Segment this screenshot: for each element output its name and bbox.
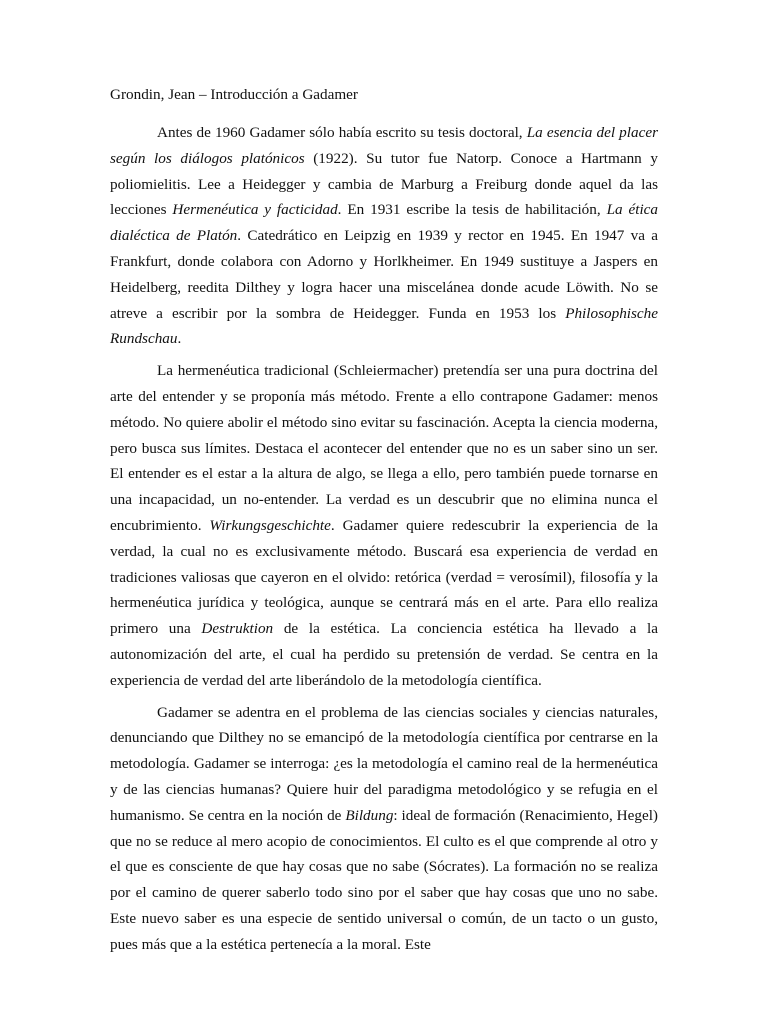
text-run: Gadamer se adentra en el problema de las ciencias sociales y ciencias naturales, denunciando que Dilthey no se emancipó de la metodología científica por centrarse en la metodología. Gadamer se interroga: ¿es la metodología el camino real de la hermenéutica y de las ciencias humanas? Quiere huir del paradigma metodológico y se refugia en el humanismo. Se centra en la noción de: [110, 703, 658, 824]
italic-text-run: Destruktion: [201, 620, 274, 638]
paragraph: [110, 358, 658, 693]
document-title: Grondin, Jean – Introducción a Gadamer: [110, 86, 358, 103]
text-run: de la estética. La conciencia estética ha llevado a la autonomización del arte, el cual ha perdido su pretensión de verdad. Se centra en la experiencia de verdad del arte liberándolo de la metodología científica.: [110, 620, 658, 689]
text-run: .: [177, 330, 182, 348]
text-run: : ideal de formación (Renacimiento, Hegel) que no se reduce al mero acopio de conocimientos. El culto es el que comprende al otro y el que es consciente de que hay cosas que no sabe (Sócrates). La formación no se realiza por el camino de querer saberlo todo sino por el saber que hay cosas que uno no sabe. Este nuevo saber es una especie de sentido universal o común, de un tacto o un gusto, pues más que a la estética pertenecía a la moral. Este: [110, 806, 658, 953]
paragraph: [110, 120, 658, 352]
italic-text-run: La esencia del placer según los diálogos platónicos: [110, 124, 658, 167]
italic-text-run: La ética dialéctica de Platón: [110, 201, 658, 245]
italic-text-run: Philosophische Rundschau: [110, 304, 658, 348]
text-run: Antes de 1960 Gadamer sólo había escrito su tesis doctoral,: [157, 124, 527, 141]
text-run: . Gadamer quiere redescubrir la experiencia de la verdad, la cual no es exclusivamente método. Buscará esa experiencia de verdad en tradiciones valiosas que cayeron en el olvido: retórica (verdad = verosímil), filosofía y la hermenéutica jurídica y teológica, aunque se centrará más en el arte. Para ello realiza primero una: [110, 516, 658, 638]
text-run: . En 1931 escribe la tesis de habilitación,: [337, 201, 607, 219]
italic-text-run: Bildung: [345, 806, 394, 824]
paragraph: [110, 700, 658, 958]
text-run: (1922). Su tutor fue Natorp. Conoce a Hartmann y poliomielitis. Lee a Heidegger y cambia de Marburg a Freiburg donde aquel da las lecciones: [110, 149, 658, 219]
text-run: . Catedrático en Leipzig en 1939 y rector en 1945. En 1947 va a Frankfurt, donde colabora con Adorno y Horlkheimer. En 1949 sustituye a Jaspers en Heidelberg, reedita Dilthey y logra hacer una miscelánea donde acude Löwith. No se atreve a escribir por la sombra de Heidegger. Funda en 1953 los: [110, 227, 658, 322]
italic-text-run: Wirkungsgeschichte: [209, 516, 331, 534]
text-run: La hermenéutica tradicional (Schleiermacher) pretendía ser una pura doctrina del arte del entender y se proponía más método. Frente a ello contrapone Gadamer: menos método. No quiere abolir el método sino evitar su fascinación. Acepta la ciencia moderna, pero busca sus límites. Destaca el acontecer del entender que no es un saber sino un ser. El entender es el estar a la altura de algo, se llega a ello, pero también puede tornarse en una incapacidad, un no-entender. La verdad es un descubrir que no elimina nunca el encubrimiento.: [110, 362, 658, 534]
italic-text-run: Hermenéutica y facticidad: [172, 201, 338, 219]
